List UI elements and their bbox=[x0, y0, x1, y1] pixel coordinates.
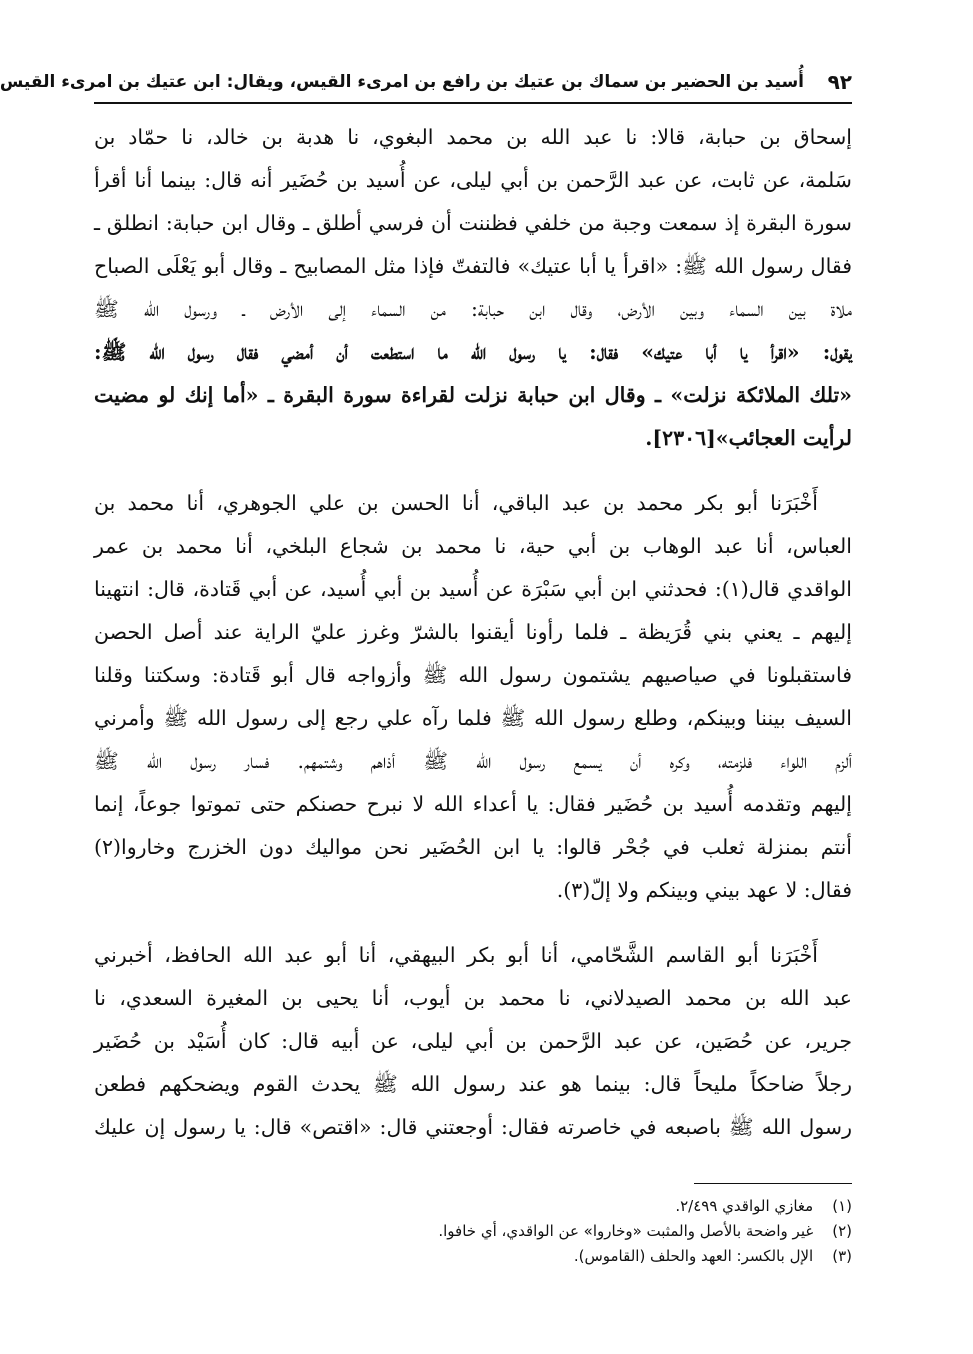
footnote-text: الإل بالكسر: العهد والحلف (القاموس). bbox=[573, 1247, 814, 1265]
footnote-text: مغازي الواقدي ٢/٤٩٩. bbox=[675, 1197, 814, 1215]
text-line: جرير، عن حُصَين، عن عبد الرَّحمن بن أبي ليلى، عن أبيه قال: كان أُسَيْد بن حُضَير bbox=[94, 1029, 852, 1053]
text-line: أَخْبَرَنا أبو بكر محمد بن عبد الباقي، أنا الحسن بن علي الجوهري، أنا محمد بن bbox=[94, 491, 818, 515]
text-line: أنتم بمنزلة ثعلب في جُحْر قالوا: يا ابن الحُضَير نحن مواليك دون الخزرج وخاروا(٢) bbox=[94, 835, 852, 859]
text-line: العباس، أنا عبد الوهاب بن أبي حية، نا محمد بن شجاع البلخي، أنا محمد بن عمر bbox=[94, 534, 852, 558]
text-line: ألزم اللواء فلزمته، وكره أن يسمع رسول الله ﷺ أذاهم وشتمهم. فسار رسول الله ﷺ bbox=[94, 749, 852, 773]
footnote bbox=[94, 1219, 852, 1244]
text-line: فقال: لا عهد بيني وبينكم ولا إلّ(٣). bbox=[556, 878, 852, 902]
running-title: أُسيد بن الحضير بن سماك بن عتيك بن رافع بن امرىء القيس، ويقال: ابن عتيك بن امرىء القيس bbox=[0, 72, 804, 92]
text-line: سورة البقرة إذ سمعت وجبة من خلفي فظننت أن فرسي أطلق ـ وقال ابن حبابة: انطلق ـ bbox=[94, 211, 852, 235]
text-line: فاستقبلونا في صياصيهم يشتمون رسول الله ﷺ وأزواجه قال أبو قَتادة: وسكتنا وقلنا bbox=[94, 663, 852, 687]
paragraph bbox=[94, 116, 852, 460]
text-line: فقال رسول الله ﷺ: «اقرأ يا أبا عتيك» فالتفتّ فإذا مثل المصابيح ـ وقال أبو يَعْلَى الصباح bbox=[94, 254, 852, 278]
text-line: إليهم ـ يعني بني قُرَيظة ـ فلما رأونا أيقنوا بالشرّ وغرز عليّ الراية عند أصل الحصن bbox=[94, 620, 852, 644]
text-line: رسول الله ﷺ باصبعه في خاصرته فقال: أوجعتني قال: «اقتص» قال: يا رسول إن عليك bbox=[94, 1115, 852, 1139]
footnote-text: غير واضحة بالأصل والمثبت «وخاروا» عن الواقدي، أي خافوا. bbox=[438, 1222, 814, 1240]
paragraph bbox=[94, 934, 852, 1149]
main-text bbox=[94, 116, 852, 1149]
text-line: الواقدي قال(١): فحدثني ابن أبي سَبْرَة عن أُسيد بن أبي أُسيد، عن أبي قَتادة، قال: انتهينا bbox=[94, 577, 853, 601]
footnotes bbox=[94, 1194, 852, 1269]
text-line: إليهم وتقدمه أُسيد بن حُضَير فقال: يا أعداء الله لا نبرح حصنكم حتى تموتوا جوعاً، إنما bbox=[94, 792, 852, 816]
text-line: لرأيت العجائب»[٢٣٠٦]. bbox=[645, 426, 852, 450]
text-line: سَلمة، عن ثابت، عن عبد الرَّحمن بن أبي ليلى، عن أُسيد بن حُضَير أنه قال: بينما أنا أقرأ bbox=[94, 168, 852, 192]
text-line: إسحاق بن حبابة، قالا: نا عبد الله بن محمد البغوي، نا هدبة بن خالد، نا حمّاد بن bbox=[94, 125, 852, 149]
text-line: أَخْبَرَنا أبو القاسم الشَّحّامي، أنا أبو بكر البيهقي، أنا أبو عبد الله الحافظ، أخبرني bbox=[94, 943, 818, 967]
text-line: رجلاً ضاحكاً مليحاً قال: بينما هو عند رسول الله ﷺ يحدث القوم ويضحكهم فطعن bbox=[94, 1072, 852, 1096]
text-line: يقول: «اقرأ يا أبا عتيك» فقال: يا رسول الله ما استطعت أن أمضي فقال رسول الله ﷺ: bbox=[94, 340, 852, 364]
text-line: «تلك الملائكة نزلت» ـ وقال ابن حبابة نزلت لقراءة سورة البقرة ـ «أما إنك لو مضيت bbox=[94, 383, 852, 407]
footnote-number: (١) bbox=[832, 1197, 852, 1215]
footnote bbox=[94, 1244, 852, 1269]
book-page bbox=[0, 62, 853, 1269]
page-number: ٩٢ bbox=[827, 70, 852, 94]
page-header bbox=[0, 62, 852, 104]
text-line: عبد الله بن محمد الصيدلاني، نا محمد بن أيوب، أنا يحيى بن المغيرة السعدي، نا bbox=[94, 986, 852, 1010]
footnote-divider bbox=[694, 1183, 852, 1184]
text-line: ملاة بين السماء وبين الأرض، وقال ابن حبابة: من السماء إلى الأرض ـ ورسول الله ﷺ bbox=[94, 297, 852, 321]
footnote-number: (٣) bbox=[832, 1247, 852, 1265]
footnote-number: (٢) bbox=[832, 1222, 852, 1240]
footnote bbox=[94, 1194, 852, 1219]
text-line: السيف بيننا وبينكم، وطلع رسول الله ﷺ فلما رآه علي رجع إلى رسول الله ﷺ وأمرني bbox=[94, 706, 852, 730]
paragraph bbox=[94, 482, 852, 912]
